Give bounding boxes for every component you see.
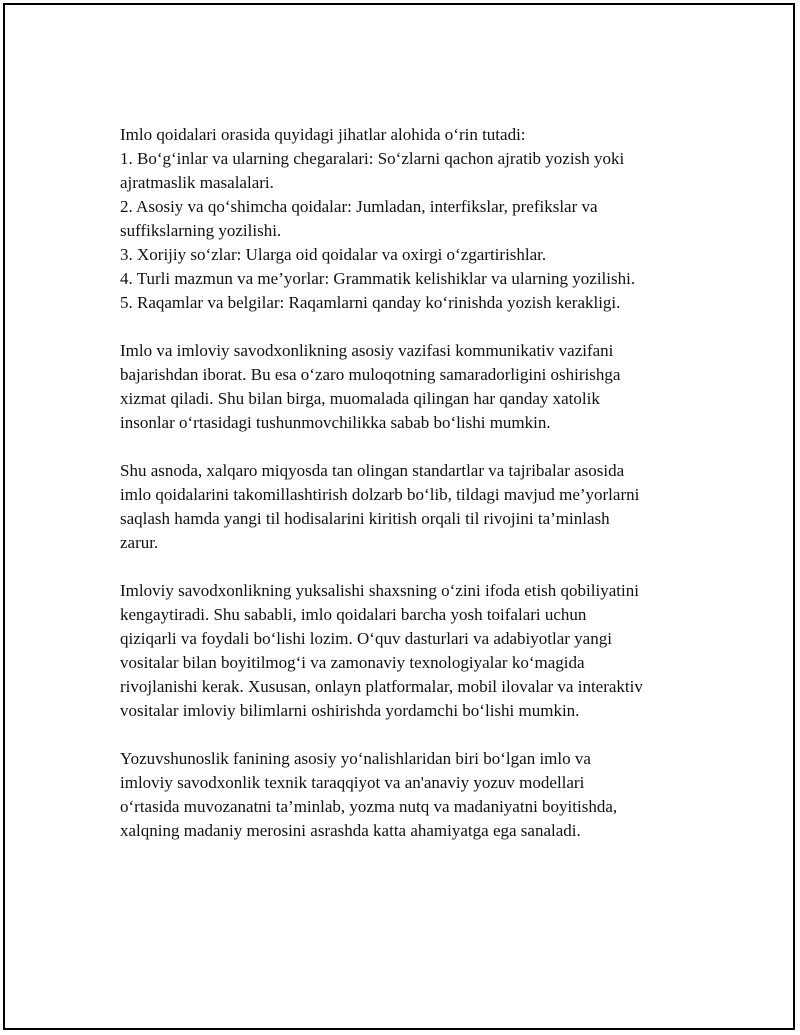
text-line: Imlo va imloviy savodxonlikning asosiy vazifasi kommunikativ vazifani — [120, 341, 614, 360]
text-line: 2. Asosiy va qo‘shimcha qoidalar: Jumladan, interfikslar, prefikslar va — [120, 197, 598, 216]
text-line: o‘rtasida muvozanatni ta’minlab, yozma nutq va madaniyatni boyitishda, — [120, 797, 618, 816]
text-line: Yozuvshunoslik fanining asosiy yo‘nalishlaridan biri bo‘lgan imlo va — [120, 749, 591, 768]
text-line: vositalar imloviy bilimlarni oshirishda yordamchi bo‘lishi mumkin. — [120, 701, 580, 720]
text-line: zarur. — [120, 533, 159, 552]
text-line: bajarishdan iborat. Bu esa o‘zaro muloqotning samaradorligini oshirishga — [120, 365, 621, 384]
text-line: insonlar o‘rtasidagi tushunmovchilikka sabab bo‘lishi mumkin. — [120, 413, 551, 432]
text-line: 5. Raqamlar va belgilar: Raqamlarni qanday ko‘rinishda yozish kerakligi. — [120, 293, 621, 312]
paragraph-conclusion — [120, 747, 695, 843]
text-line: qiziqarli va foydali bo‘lishi lozim. O‘quv dasturlari va adabiyotlar yangi — [120, 629, 612, 648]
paragraph-spelling-aspects — [120, 123, 695, 315]
text-line: xizmat qiladi. Shu bilan birga, muomalada qilingan har qanday xatolik — [120, 389, 600, 408]
text-line: rivojlanishi kerak. Xususan, onlayn platformalar, mobil ilovalar va interaktiv — [120, 677, 643, 696]
text-line: imlo qoidalarini takomillashtirish dolzarb bo‘lib, tildagi mavjud me’yorlarni — [120, 485, 640, 504]
text-line: Imloviy savodxonlikning yuksalishi shaxsning o‘zini ifoda etish qobiliyatini — [120, 581, 639, 600]
text-line: suffikslarning yozilishi. — [120, 221, 282, 240]
text-line: imloviy savodxonlik texnik taraqqiyot va an'anaviy yozuv modellari — [120, 773, 585, 792]
text-line: vositalar bilan boyitilmog‘i va zamonaviy texnologiyalar ko‘magida — [120, 653, 585, 672]
text-line: Imlo qoidalari orasida quyidagi jihatlar alohida o‘rin tutadi: — [120, 125, 526, 144]
text-line: kengaytiradi. Shu sababli, imlo qoidalari barcha yosh toifalari uchun — [120, 605, 587, 624]
text-line: ajratmaslik masalalari. — [120, 173, 274, 192]
text-line: saqlash hamda yangi til hodisalarini kiritish orqali til rivojini ta’minlash — [120, 509, 610, 528]
text-line: xalqning madaniy merosini asrashda katta ahamiyatga ega sanaladi. — [120, 821, 581, 840]
document-body — [120, 123, 695, 867]
text-line: Shu asnoda, xalqaro miqyosda tan olingan standartlar va tajribalar asosida — [120, 461, 625, 480]
page-frame — [3, 3, 795, 1030]
text-line: 1. Bo‘g‘inlar va ularning chegaralari: So‘zlarni qachon ajratib yozish yoki — [120, 149, 625, 168]
text-line: 3. Xorijiy so‘zlar: Ularga oid qoidalar va oxirgi o‘zgartirishlar. — [120, 245, 547, 264]
paragraph-literacy-growth — [120, 579, 695, 723]
text-line: 4. Turli mazmun va me’yorlar: Grammatik kelishiklar va ularning yozilishi. — [120, 269, 636, 288]
paragraph-international-standards — [120, 459, 695, 555]
paragraph-communicative-function — [120, 339, 695, 435]
